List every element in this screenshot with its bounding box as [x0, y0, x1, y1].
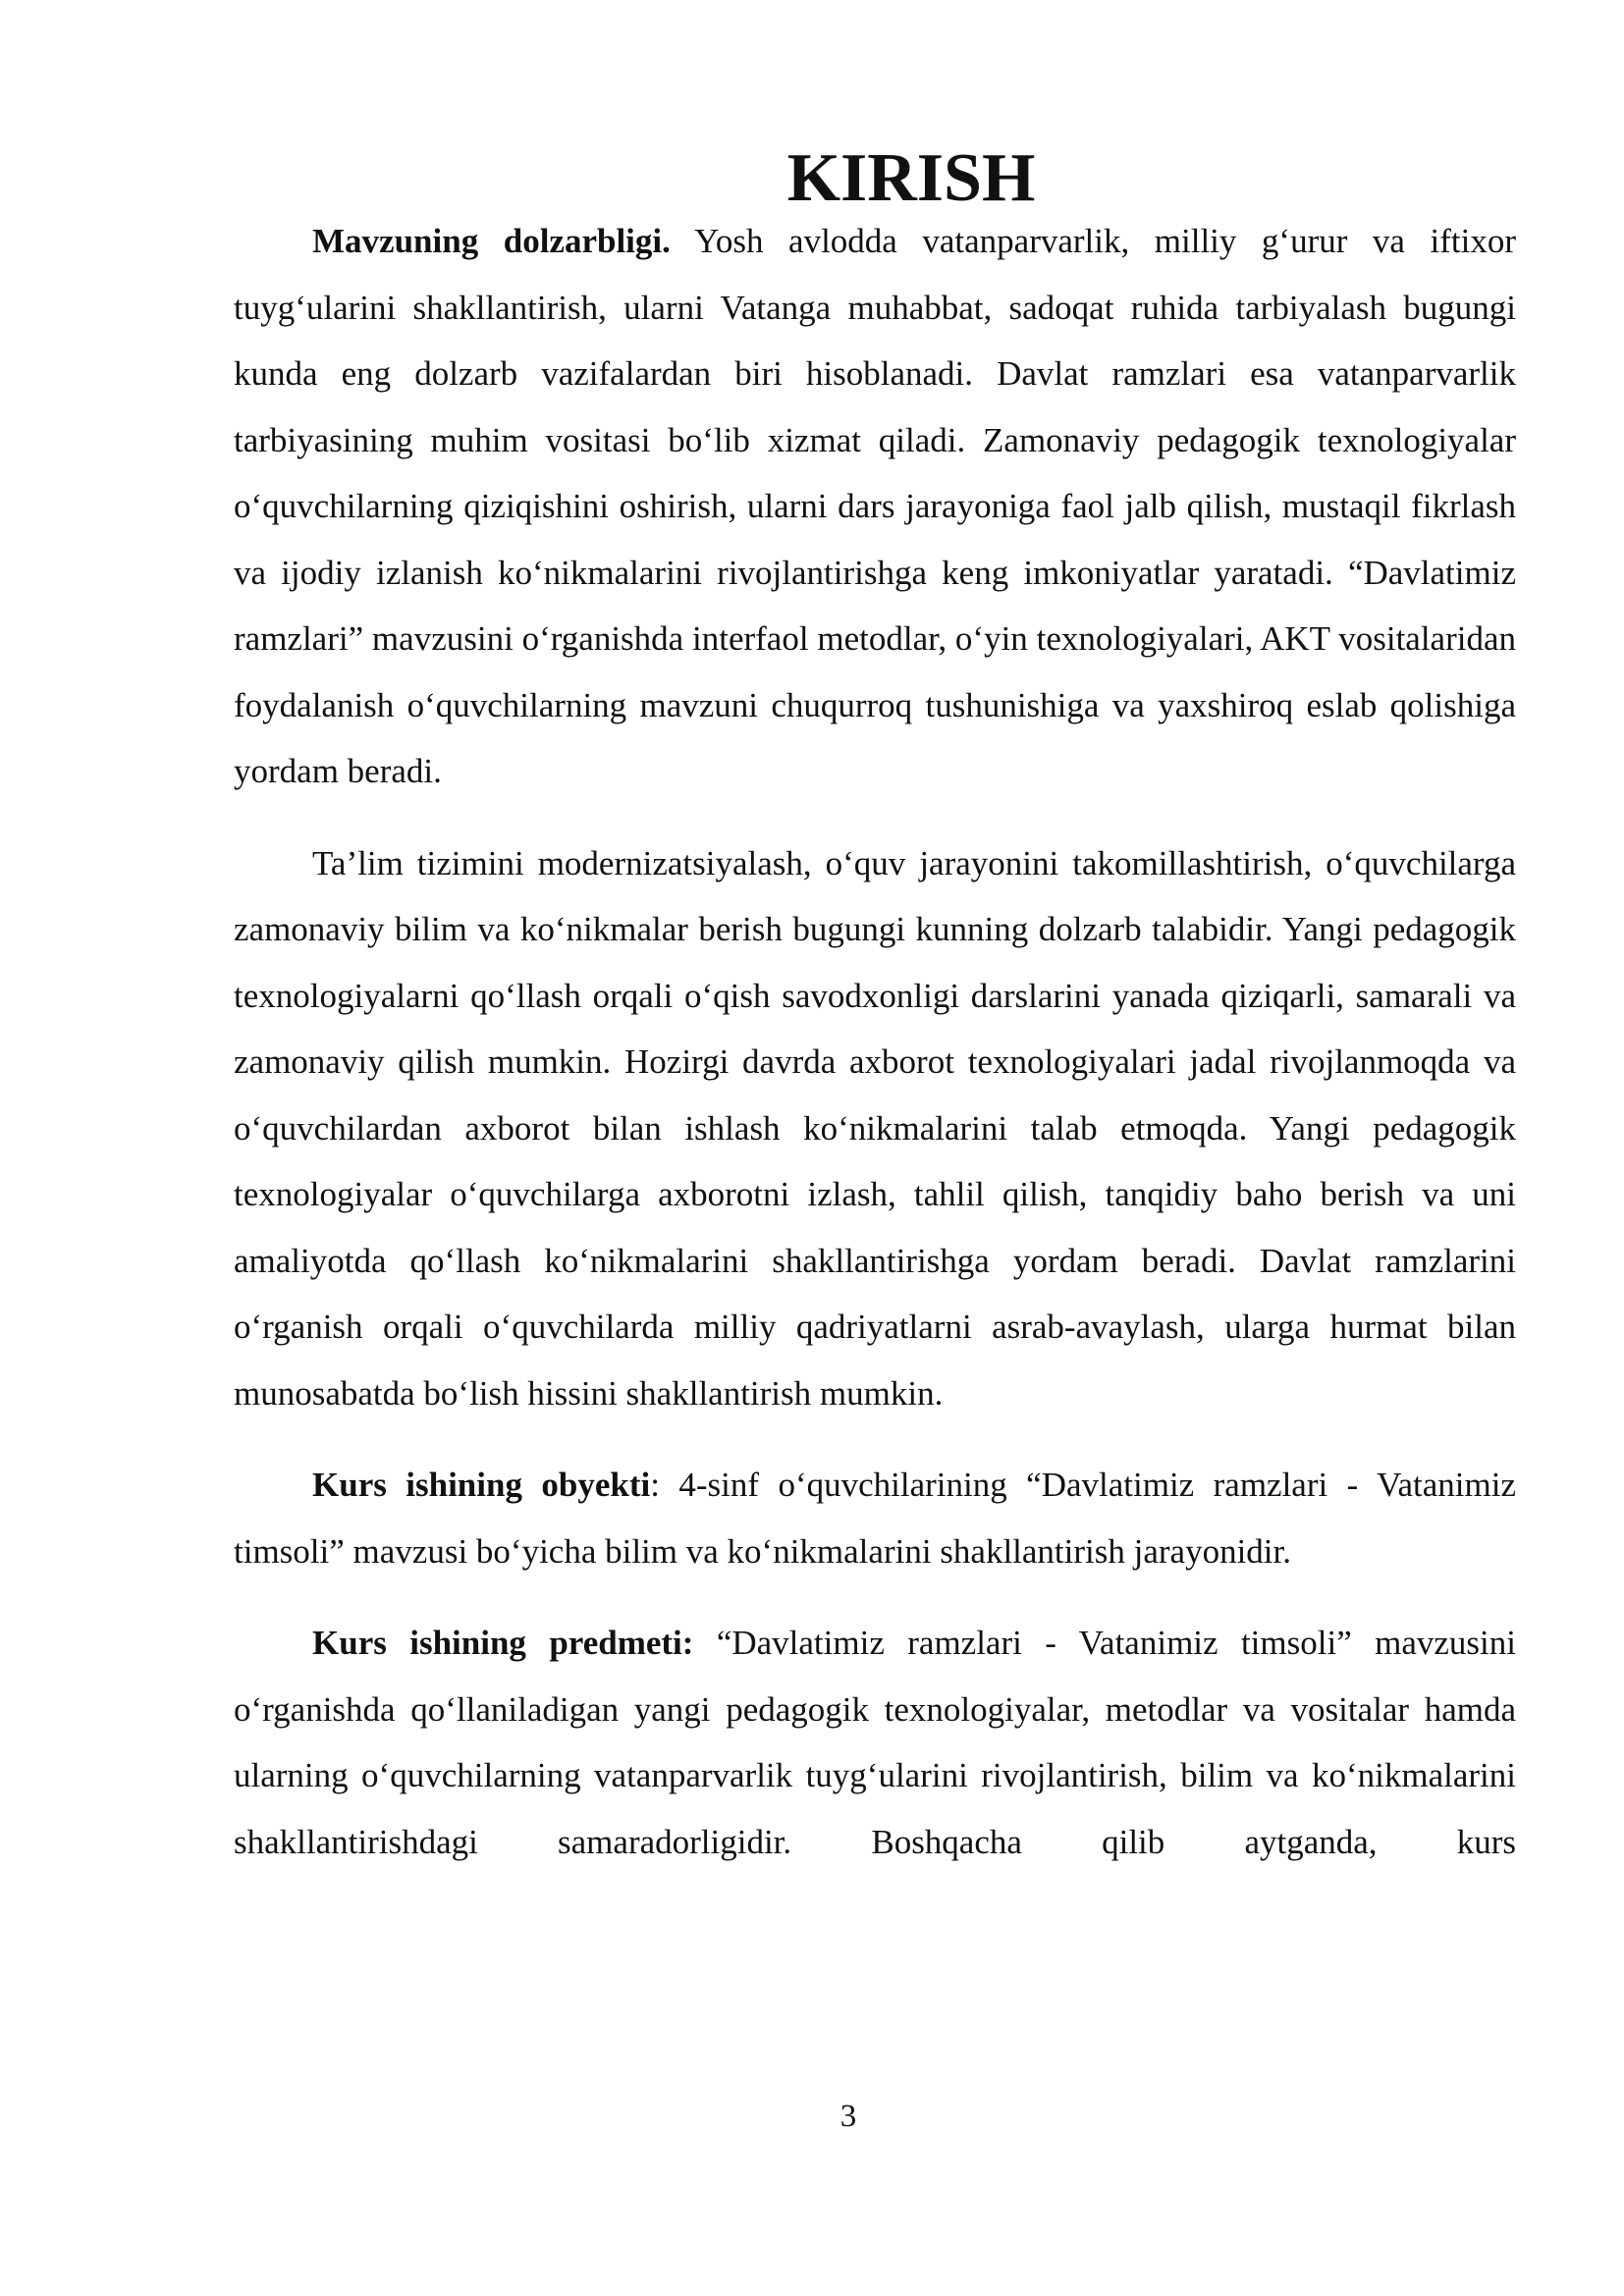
paragraph-text: Ta’lim tizimini modernizatsiyalash, o‘quv jarayonini takomillashtirish, o‘quvchilarga zamonaviy bilim va ko‘nikmalar berish bugungi kunning dolzarb talabidir. Yangi pedagogik texnologiyalarni qo‘llash orqali o‘qish savodxonligi darslarini yanada qiziqarli, samarali va zamonaviy qilish mumkin. Hozirgi davrda axborot texnologiyalari jadal rivojlanmoqda va o‘quvchilardan axborot bilan ishlash ko‘nikmalarini talab etmoqda. Yangi pedagogik texnologiyalar o‘quvchilarga axborotni izlash, tahlil qilish, tanqidiy baho berish va uni amaliyotda qo‘llash ko‘nikmalarini shakllantirishga yordam beradi. Davlat ramzlarini o‘rganish orqali o‘quvchilarda milliy qadriyatlarni asrab-avaylash, ularga hurmat bilan munosabatda bo‘lish hissini shakllantirish mumkin. — [234, 843, 1516, 1413]
paragraph-subject — [234, 1610, 1516, 1875]
paragraph-text: : 4-sinf o‘quvchilarining “Davlatimiz ramzlari - Vatanimiz timsoli” mavzusi bo‘yicha bilim va ko‘nikmalarini shakllantirish jarayonidir. — [234, 1466, 1516, 1571]
section-title: KIRISH — [786, 140, 1036, 216]
page-body — [234, 140, 1516, 1875]
paragraph-lead: Mavzuning dolzarbligi. — [312, 222, 671, 260]
paragraph-relevance — [234, 208, 1516, 805]
paragraph-text: “Davlatimiz ramzlari - Vatanimiz timsoli” mavzusini o‘rganishda qo‘llaniladigan yangi pedagogik texnologiyalar, metodlar va vositalar hamda ularning o‘quvchilarning vatanparvarlik tuyg‘ularini rivojlantirish, bilim va ko‘nikmalarini shakllantirishdagi samaradorligidir. Boshqacha qilib aytganda, kurs — [234, 1624, 1516, 1861]
paragraph-education — [234, 830, 1516, 1427]
page-number: 3 — [839, 2099, 857, 2134]
paragraph-lead: Kurs ishining predmeti: — [312, 1624, 694, 1662]
paragraph-text: Yosh avlodda vatanparvarlik, milliy g‘urur va iftixor tuyg‘ularini shakllantirish, ularni Vatanga muhabbat, sadoqat ruhida tarbiyalash bugungi kunda eng dolzarb vazifalardan biri hisoblanadi. Davlat ramzlari esa vatanparvarlik tarbiyasining muhim vositasi bo‘lib xizmat qiladi. Zamonaviy pedagogik texnologiyalar o‘quvchilarning qiziqishini oshirish, ularni dars jarayoniga faol jalb qilish, mustaqil fikrlash va ijodiy izlanish ko‘nikmalarini rivojlantirishga keng imkoniyatlar yaratadi. “Davlatimiz ramzlari” mavzusini o‘rganishda interfaol metodlar, o‘yin texnologiyalari, AKT vositalaridan foydalanish o‘quvchilarning mavzuni chuqurroq tushunishiga va yaxshiroq eslab qolishiga yordam beradi. — [234, 222, 1516, 790]
paragraph-object — [234, 1452, 1516, 1584]
paragraph-lead: Kurs ishining obyekti — [312, 1466, 651, 1504]
